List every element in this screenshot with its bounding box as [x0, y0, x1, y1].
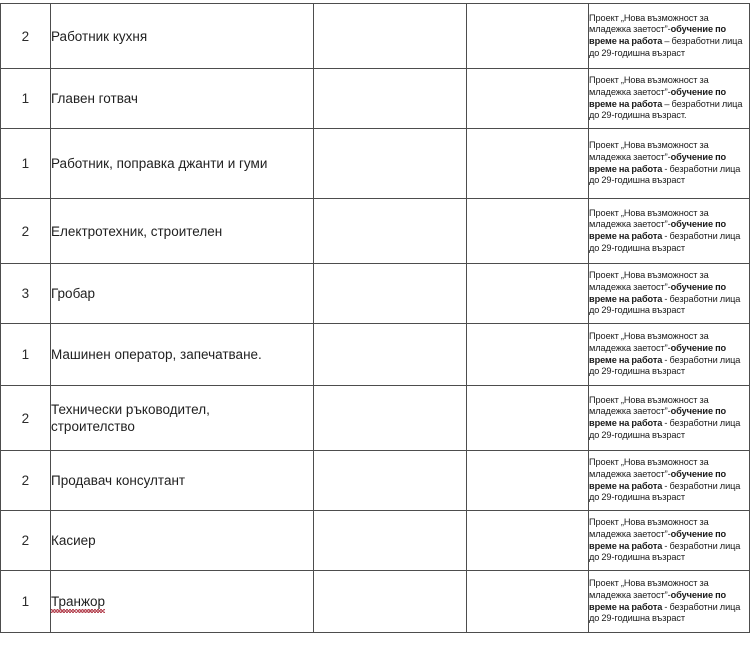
- programme-suffix: безработни лица до 29-годишна възраст: [589, 163, 741, 186]
- cell-blank-a: [314, 571, 467, 633]
- job-title-line-1: Машинен оператор, запечатване.: [51, 347, 262, 362]
- cell-blank-b: [467, 129, 589, 199]
- programme-suffix: безработни лица до 29-годишна възраст: [589, 293, 741, 316]
- programme-suffix: безработни лица до 29-годишна възраст: [589, 540, 741, 563]
- cell-job-title: [51, 199, 314, 264]
- table-row: [1, 264, 750, 324]
- cell-blank-b: [467, 571, 589, 633]
- cell-blank-a: [314, 199, 467, 264]
- programme-bold-part: обучение по време на работа: [589, 589, 727, 612]
- cell-programme: [589, 386, 750, 451]
- table-row: [1, 4, 750, 69]
- cell-blank-b: [467, 451, 589, 511]
- job-title-line-1: Касиер: [51, 533, 96, 548]
- programme-text: [589, 140, 749, 186]
- cell-count: 2: [1, 511, 51, 571]
- programme-dash: -: [662, 601, 670, 612]
- cell-blank-a: [314, 511, 467, 571]
- programme-dash: -: [662, 231, 670, 241]
- programme-bold-part: обучение по време на работа: [589, 281, 727, 304]
- programme-bold-part: обучение по време на работа: [589, 342, 727, 365]
- cell-job-title: [51, 511, 314, 571]
- cell-programme: [589, 264, 750, 324]
- cell-blank-a: [314, 324, 467, 386]
- programme-dash: -: [662, 293, 670, 304]
- job-title-line-2: строителство: [51, 419, 135, 434]
- cell-job-title: [51, 386, 314, 451]
- cell-blank-a: [314, 264, 467, 324]
- cell-programme: [589, 4, 750, 69]
- programme-dash: -: [662, 354, 670, 365]
- programme-bold-part: обучение по време на работа: [589, 528, 727, 551]
- cell-blank-b: [467, 4, 589, 69]
- cell-programme: [589, 324, 750, 386]
- programme-suffix: безработни лица до 29-годишна възраст: [589, 418, 741, 440]
- programme-bold-part: обучение по време на работа: [589, 151, 727, 174]
- cell-blank-a: [314, 451, 467, 511]
- programme-bold-part: обучение по време на работа: [589, 86, 727, 109]
- cell-blank-b: [467, 199, 589, 264]
- table-row: [1, 511, 750, 571]
- cell-programme: [589, 511, 750, 571]
- cell-job-title: [51, 264, 314, 324]
- cell-count: 1: [1, 69, 51, 129]
- programme-text: [589, 457, 749, 503]
- programme-bold-part: обучение по време на работа: [589, 24, 727, 46]
- cell-programme: [589, 451, 750, 511]
- programme-text: [589, 75, 749, 121]
- cell-blank-b: [467, 324, 589, 386]
- table-row: [1, 129, 750, 199]
- cell-job-title: [51, 4, 314, 69]
- cell-count: 1: [1, 324, 51, 386]
- programme-bold-part: обучение по време на работа: [589, 468, 727, 491]
- job-title-line-1: Електротехник, строителен: [51, 223, 223, 239]
- programme-text: [589, 13, 749, 59]
- programme-prefix: Проект „Нова възможност за младежка заетост”-: [589, 394, 709, 417]
- cell-count: 1: [1, 571, 51, 633]
- programme-text: [589, 517, 749, 563]
- programme-dash: -: [662, 480, 670, 491]
- programme-prefix: Проект „Нова възможност за младежка заетост”-: [589, 578, 709, 600]
- cell-blank-b: [467, 69, 589, 129]
- cell-job-title: [51, 324, 314, 386]
- table-row: [1, 571, 750, 633]
- cell-blank-a: [314, 386, 467, 451]
- cell-blank-b: [467, 511, 589, 571]
- programme-dash: -: [662, 163, 670, 174]
- programme-bold-part: обучение по време на работа: [589, 406, 727, 428]
- programme-prefix: Проект „Нова възможност за младежка заетост”-: [589, 517, 709, 539]
- cell-count: 2: [1, 451, 51, 511]
- cell-count: 2: [1, 4, 51, 69]
- programme-suffix: безработни лица до 29-годишна възраст: [589, 480, 741, 503]
- cell-count: 2: [1, 199, 51, 264]
- programme-text: [589, 578, 749, 624]
- cell-blank-a: [314, 69, 467, 129]
- table-row: [1, 69, 750, 129]
- job-title-line-1: [51, 593, 313, 610]
- cell-blank-b: [467, 264, 589, 324]
- table-row: [1, 386, 750, 451]
- cell-programme: [589, 571, 750, 633]
- programme-dash: –: [662, 98, 672, 109]
- programme-suffix: безработни лица до 29-годишна възраст.: [589, 98, 743, 121]
- programme-text: [589, 331, 749, 377]
- cell-count: 1: [1, 129, 51, 199]
- programme-text: [589, 395, 749, 441]
- cell-blank-a: [314, 4, 467, 69]
- job-title-line-1: Главен готвач: [51, 91, 138, 106]
- programme-dash: –: [662, 36, 672, 46]
- job-title-line-1: Работник кухня: [51, 28, 148, 44]
- cell-programme: [589, 199, 750, 264]
- programme-prefix: Проект „Нова възможност за младежка заетост”-: [589, 331, 709, 353]
- cell-job-title: [51, 571, 314, 633]
- cell-programme: [589, 129, 750, 199]
- programme-suffix: безработни лица до 29-годишна възраст: [589, 231, 741, 253]
- programme-dash: -: [662, 540, 670, 551]
- cell-programme: [589, 69, 750, 129]
- programme-suffix: безработни лица до 29-годишна възраст: [589, 601, 741, 624]
- job-title-line-1: Продавач консултант: [51, 473, 186, 488]
- programme-text: [589, 270, 749, 316]
- programme-prefix: Проект „Нова възможност за младежка заетост”-: [589, 75, 709, 97]
- table-body: [1, 4, 750, 633]
- vacancies-table: [0, 3, 750, 633]
- programme-prefix: Проект „Нова възможност за младежка заетост”-: [589, 207, 709, 230]
- spellcheck-underline: Транжор: [51, 594, 106, 609]
- programme-prefix: Проект „Нова възможност за младежка заетост”-: [589, 270, 709, 292]
- programme-dash: -: [662, 418, 670, 428]
- programme-prefix: Проект „Нова възможност за младежка заетост”-: [589, 457, 709, 479]
- job-title-line-1: Технически ръководител,: [51, 402, 210, 417]
- programme-suffix: безработни лица до 29-годишна възраст: [589, 354, 741, 377]
- programme-prefix: Проект „Нова възможност за младежка заетост”-: [589, 12, 709, 35]
- programme-bold-part: обучение по време на работа: [589, 219, 727, 241]
- table-row: [1, 199, 750, 264]
- job-title-line-1: Работник, поправка джанти и гуми: [51, 156, 268, 171]
- table-row: [1, 451, 750, 511]
- programme-prefix: Проект „Нова възможност за младежка заетост”-: [589, 140, 709, 162]
- cell-count: 2: [1, 386, 51, 451]
- cell-blank-b: [467, 386, 589, 451]
- cell-job-title: [51, 69, 314, 129]
- table-row: [1, 324, 750, 386]
- cell-count: 3: [1, 264, 51, 324]
- cell-job-title: [51, 129, 314, 199]
- job-title-line-1: Гробар: [51, 286, 96, 301]
- cell-blank-a: [314, 129, 467, 199]
- cell-job-title: [51, 451, 314, 511]
- programme-suffix: безработни лица до 29-годишна възраст: [589, 36, 743, 58]
- programme-text: [589, 208, 749, 254]
